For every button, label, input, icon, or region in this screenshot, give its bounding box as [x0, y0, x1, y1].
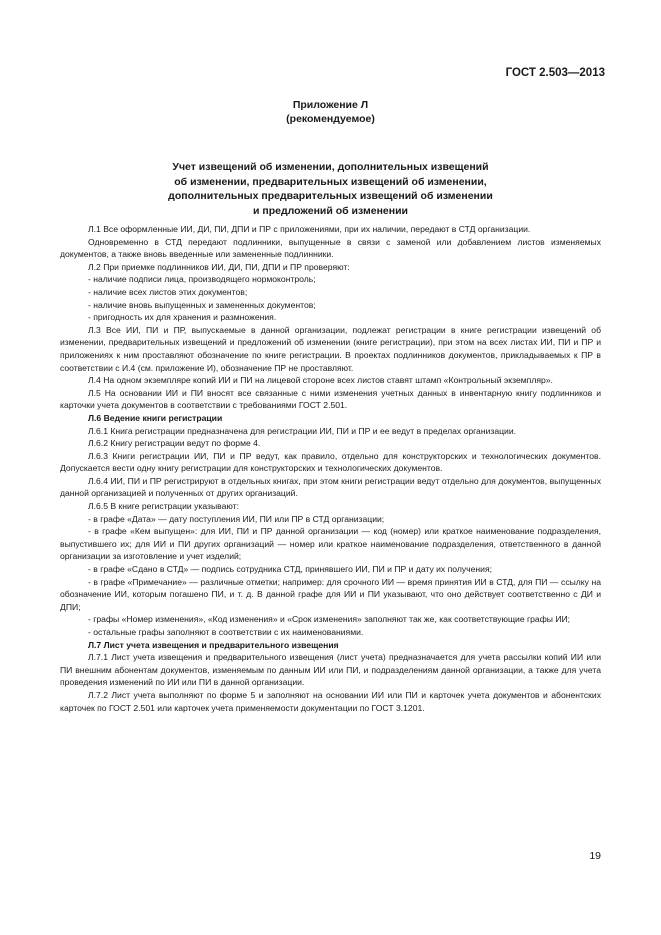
appendix-status: (рекомендуемое) [286, 113, 375, 125]
body-text [60, 223, 601, 714]
paragraph: Л.1 Все оформленные ИИ, ДИ, ПИ, ДПИ и ПР с приложениями, при их наличии, передают в СТД организации. [88, 224, 531, 234]
subsection-heading: Л.6 Ведение книги регистрации [88, 412, 223, 423]
paragraph: Л.6.2 Книгу регистрации ведут по форме 4. [88, 438, 261, 449]
title-line: и предложений об изменении [252, 204, 409, 217]
page-number: 19 [589, 850, 601, 862]
list-item: - наличие всех листов этих документов; [88, 286, 248, 297]
paragraph: Л.6.4 ИИ, ПИ и ПР регистрируют в отдельных книгах, при этом книги регистрации ведут отдельно для документов, выпущенных данной организацией и полученных от других организаций. [60, 475, 601, 499]
title-line: об изменении, предварительных извещений об изменении, [174, 175, 487, 188]
list-item: - остальные графы заполняют в соответствии с их наименованиями. [88, 627, 364, 637]
appendix-label: Приложение Л [292, 99, 369, 111]
list-item: - наличие подписи лица, производящего нормоконтроль; [88, 274, 316, 285]
subsection-heading: Л.7 Лист учета извещения и предварительного извещения [88, 639, 339, 650]
paragraph: Одновременно в СТД передают подлинники, выпущенные в связи с заменой или добавлением листов изменяемых документов, а также вновь введенные или замененные подлинники. [60, 236, 601, 260]
paragraph: Л.5 На основании ИИ и ПИ вносят все связанные с ними изменения учетных данных в инвентарную книгу подлинников и карточки учета документов в соответствии с требованиями ГОСТ 2.501. [60, 387, 601, 411]
list-item: - графы «Номер изменения», «Код изменения» и «Срок изменения» заполняют так же, как соответствующие графы ИИ; [88, 614, 571, 625]
list-item: - в графе «Примечание» — различные отметки; например: для срочного ИИ — время принятия ИИ в СТД, для ПИ — ссылку на обозначение ИИ, которым погашено ПИ, и т. д. В данной графе для ИИ и ПИ указывают, что оно действует соответственно с ДИ и ДПИ; [60, 576, 601, 612]
paragraph: Л.6.5 В книге регистрации указывают: [88, 501, 239, 512]
document-header: ГОСТ 2.503—2013 [505, 67, 605, 79]
list-item: - наличие вновь выпущенных и замененных документов; [88, 299, 316, 310]
paragraph: Л.3 Все ИИ, ПИ и ПР, выпускаемые в данной организации, подлежат регистрации в книге регистрации извещений об изменении, предварительных извещений и предложений об изменении (книге регистрации), при этом на всех листах ИИ, ПИ и ПР и приложениях к ним проставляют обозначение по книге регистрации. В проектах подлинников документов, прикладываемых к ПР в соответствии с И.4 (см. приложение И), обозначение ПР не проставляют. [60, 324, 601, 373]
paragraph: Л.6.3 Книги регистрации ИИ, ПИ и ПР ведут, как правило, отдельно для конструкторских и технологических документов. Допускается вести одну книгу регистрации для конструкторских и технологических документов. [60, 450, 601, 474]
list-item: - в графе «Сдано в СТД» — подпись сотрудника СТД, принявшего ИИ, ПИ и ПР и дату их получения; [88, 564, 493, 575]
title-line: Учет извещений об изменении, дополнительных извещений [172, 161, 489, 173]
list-item: - в графе «Кем выпущен»: для ИИ, ПИ и ПР данной организации — код (номер) или краткое наименование подразделения, выпустившего их; для ИИ и ПИ других организаций — номер или краткое наименование подразделения, ответственного в данной организации за изготовление и учет изделий; [60, 526, 601, 562]
appendix-heading [0, 98, 661, 126]
list-item: - в графе «Дата» — дату поступления ИИ, ПИ или ПР в СТД организации; [88, 513, 385, 524]
paragraph: Л.4 На одном экземпляре копий ИИ и ПИ на лицевой стороне всех листов ставят штамп «Контрольный экземпляр». [88, 375, 553, 386]
paragraph: Л.7.1 Лист учета извещения и предварительного извещения (лист учета) предназначается для учета рассылки копий ИИ или ПИ внешним абонентам документов, изменяемым по данным ИИ или ПИ, и подразделениям данной организации, а также для учета проведения изменений по ИИ или ПИ в данной организации. [60, 652, 601, 688]
paragraph: Л.6.1 Книга регистрации предназначена для регистрации ИИ, ПИ и ПР и ее ведут в пределах организации. [88, 425, 517, 436]
paragraph: Л.7.2 Лист учета выполняют по форме 5 и заполняют на основании ИИ или ПИ и карточек учета документов и абонентских карточек по ГОСТ 2.501 или карточек учета применяемости документации по ГОСТ 3.1201. [60, 689, 601, 713]
paragraph: Л.2 При приемке подлинников ИИ, ДИ, ПИ, ДПИ и ПР проверяют: [88, 261, 350, 272]
list-item: - пригодность их для хранения и размножения. [88, 312, 277, 323]
title-line: дополнительных предварительных извещений об изменении [168, 190, 493, 202]
section-title [0, 160, 661, 218]
